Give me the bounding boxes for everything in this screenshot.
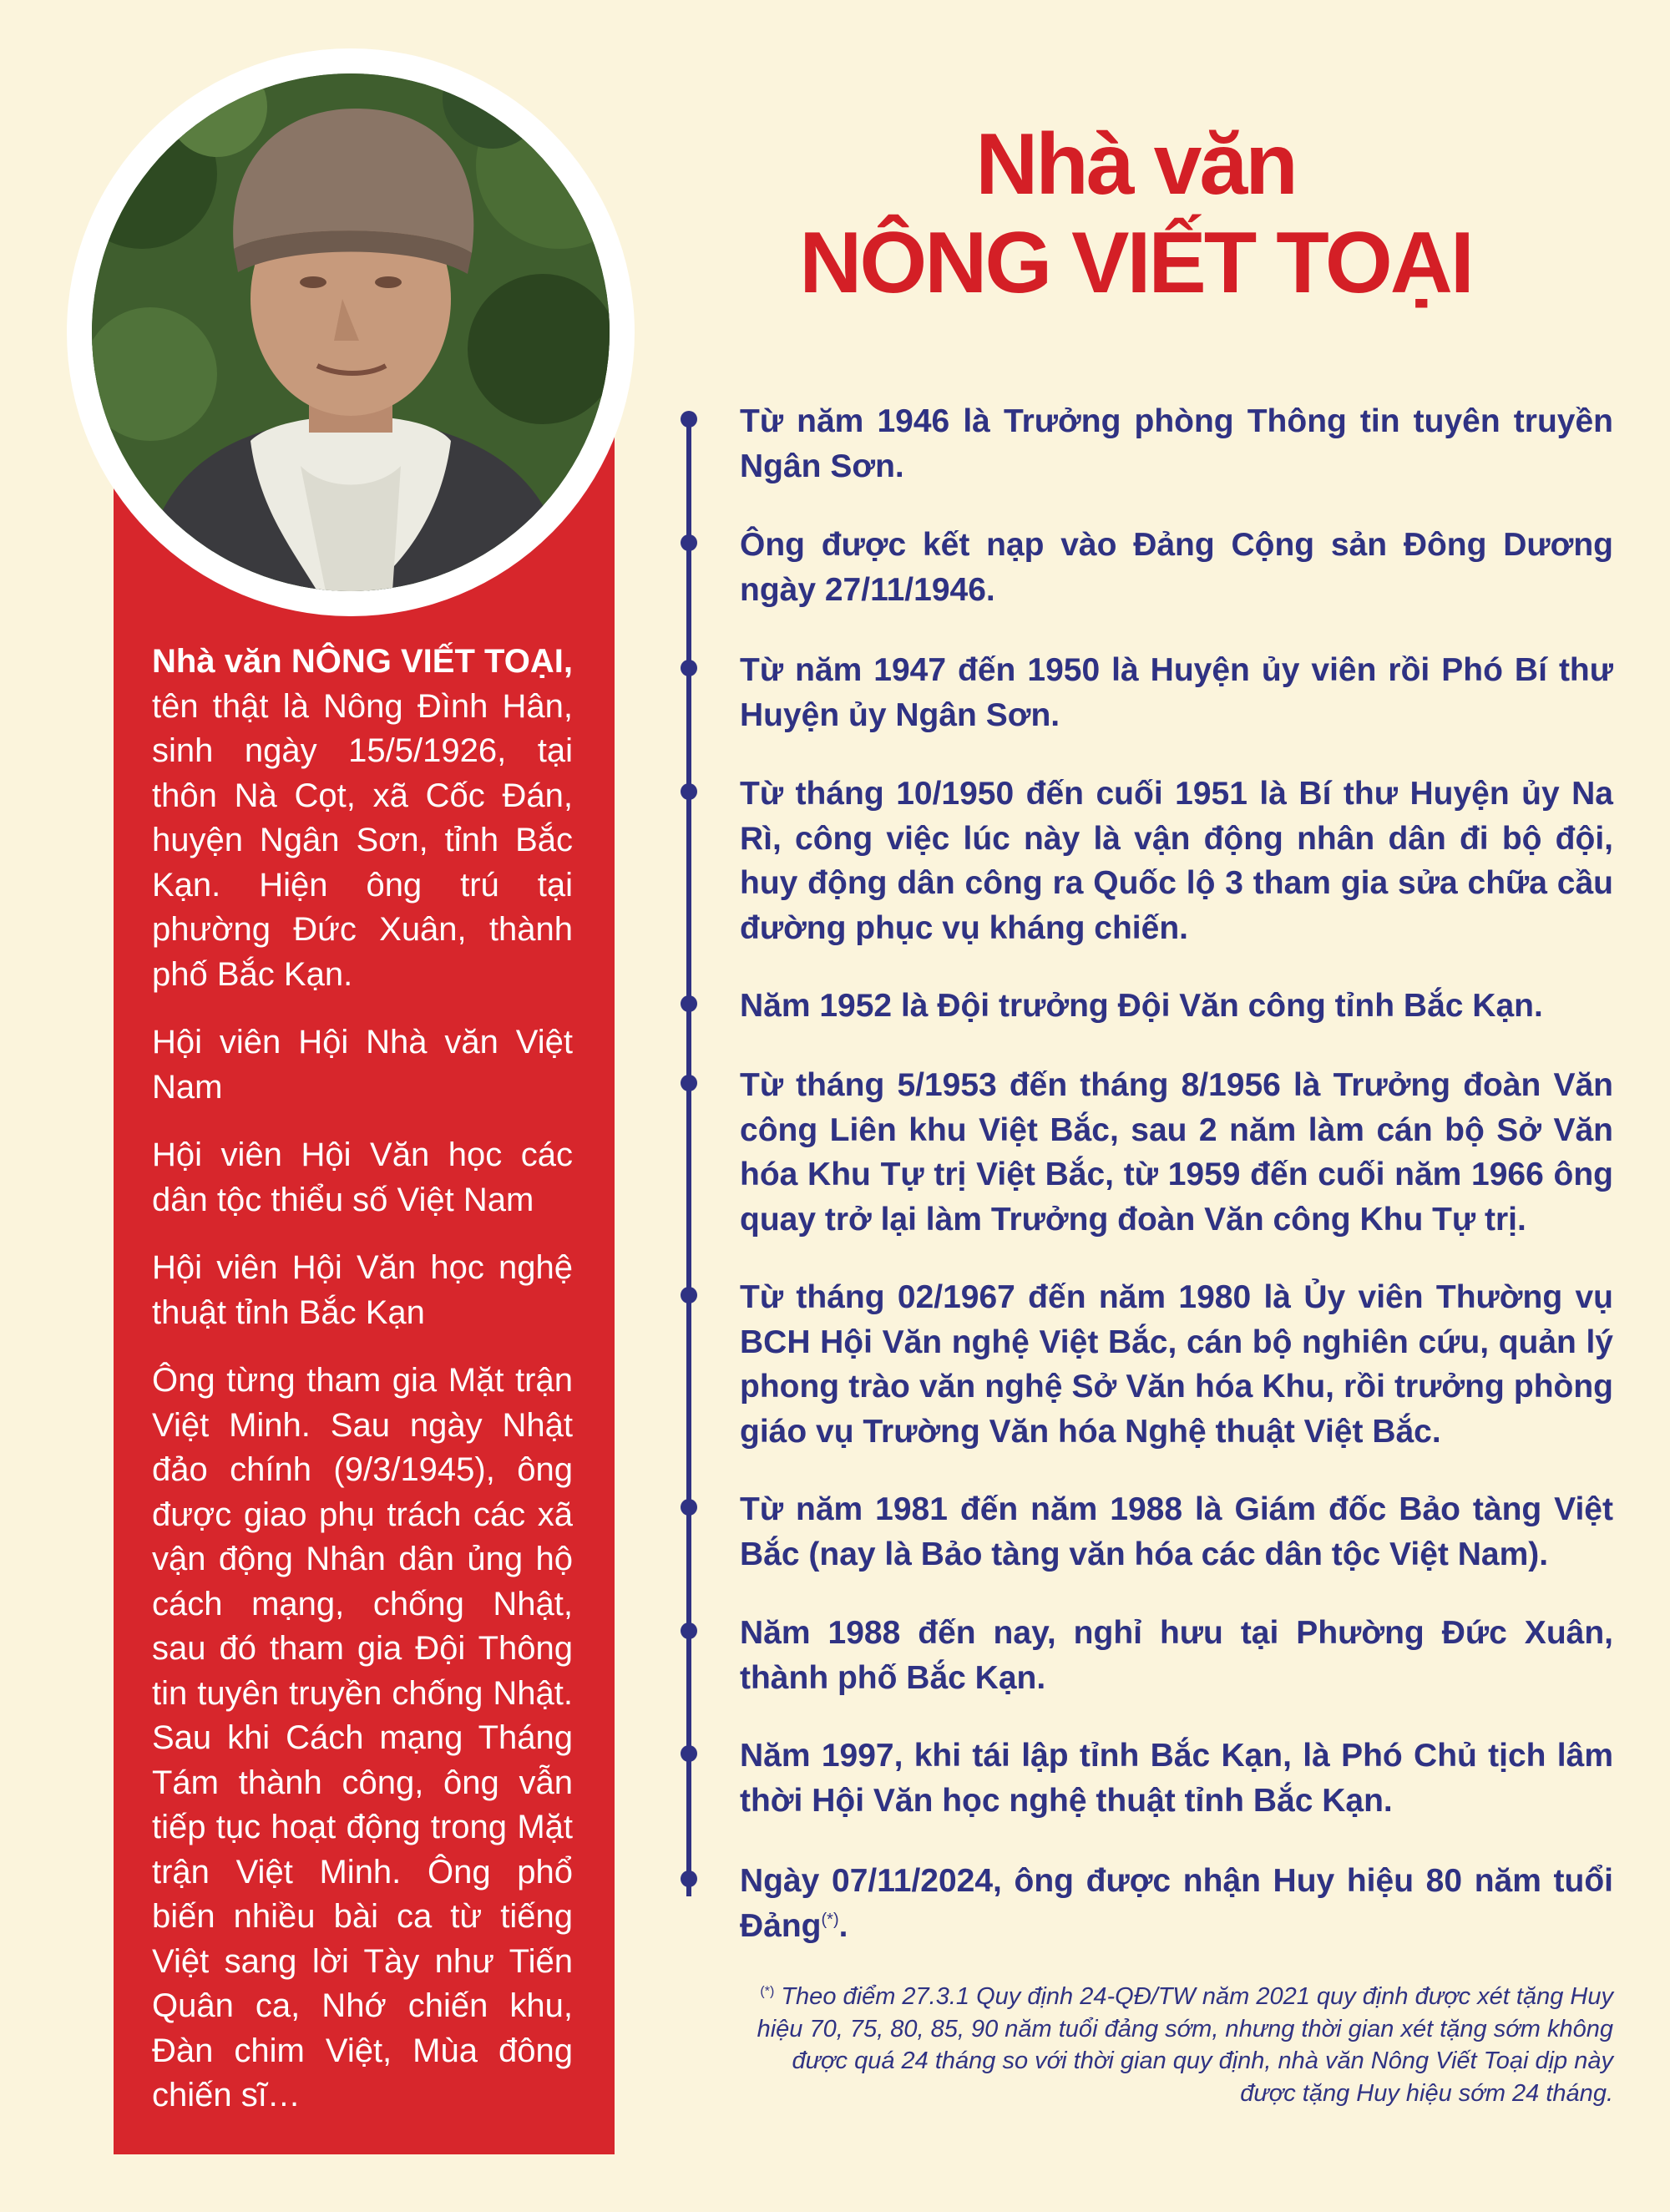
timeline-dot [681, 1745, 697, 1762]
timeline-item-text: Ngày 07/11/2024, ông được nhận Huy hiệu 80 năm tuổi Đảng [740, 1863, 1613, 1944]
timeline-item: Từ năm 1981 đến năm 1988 là Giám đốc Bảo tàng Việt Bắc (nay là Bảo tàng văn hóa các dân tộc Việt Nam). [740, 1491, 1613, 1572]
timeline-dot [681, 1287, 697, 1303]
bio-text [152, 640, 573, 2118]
timeline-dot [681, 783, 697, 800]
bio-intro [152, 640, 573, 997]
timeline-item: Ngày 07/11/2024, ông được nhận Huy hiệu 80 năm tuổi Đảng(*). [740, 1863, 1613, 1944]
title-line-1: Nhà văn [975, 116, 1296, 213]
timeline-item: Từ tháng 10/1950 đến cuối 1951 là Bí thư Huyện ủy Na Rì, công việc lúc này là vận động nhân dân đi bộ đội, huy động dân công ra Quốc lộ 3 tham gia sửa chữa cầu đường phục vụ kháng chiến. [740, 776, 1613, 946]
timeline-dot [681, 660, 697, 676]
timeline-item: Từ năm 1947 đến 1950 là Huyện ủy viên rồi Phó Bí thư Huyện ủy Ngân Sơn. [740, 652, 1613, 733]
timeline-dot [681, 534, 697, 551]
timeline-dot [681, 1075, 697, 1091]
timeline-item: Năm 1952 là Đội trưởng Đội Văn công tỉnh Bắc Kạn. [740, 988, 1543, 1024]
bio-intro-details: tên thật là Nông Đình Hân, sinh ngày 15/5/1926, tại thôn Nà Cọt, xã Cốc Đán, huyện Ngân Sơn, tỉnh Bắc Kạn. Hiện ông trú tại phường Đức Xuân, thành phố Bắc Kạn. [152, 687, 573, 993]
timeline-dot [681, 1499, 697, 1516]
footnote-marker: (*) [821, 1910, 839, 1929]
timeline-dot [681, 411, 697, 428]
page-title [635, 115, 1637, 312]
bio-member-writers: Hội viên Hội Nhà văn Việt Nam [152, 1024, 573, 1106]
bio-member-provincial: Hội viên Hội Văn học nghệ thuật tỉnh Bắc Kạn [152, 1249, 573, 1331]
timeline-item: Từ tháng 02/1967 đến năm 1980 là Ủy viên Thường vụ BCH Hội Văn nghệ Việt Bắc, cán bộ nghiên cứu, quản lý phong trào văn nghệ Sở Văn hóa Khu, rồi trưởng phòng giáo vụ Trường Văn hóa Nghệ thuật Việt Bắc. [740, 1279, 1613, 1450]
timeline-item: Từ tháng 5/1953 đến tháng 8/1956 là Trưởng đoàn Văn công Liên khu Việt Bắc, sau 2 năm làm cán bộ Sở Văn hóa Khu Tự trị Việt Bắc, từ 1959 đến cuối năm 1966 ông quay trở lại làm Trưởng đoàn Văn công Khu Tự trị. [740, 1067, 1613, 1238]
title-line-2: NÔNG VIẾT TOẠI [799, 215, 1472, 311]
portrait-photo [92, 73, 610, 591]
footnote-marker: (*) [760, 1984, 775, 1999]
timeline-item: Năm 1988 đến nay, nghỉ hưu tại Phường Đức Xuân, thành phố Bắc Kạn. [740, 1615, 1613, 1696]
timeline-dot [681, 1870, 697, 1887]
timeline-item: Năm 1997, khi tái lập tỉnh Bắc Kạn, là Phó Chủ tịch lâm thời Hội Văn học nghệ thuật tỉnh Bắc Kạn. [740, 1738, 1613, 1819]
timeline-dot [681, 1622, 697, 1639]
footnote [740, 1981, 1613, 2109]
timeline-axis [686, 416, 691, 1896]
timeline-item: Ông được kết nạp vào Đảng Cộng sản Đông Dương ngày 27/11/1946. [740, 527, 1613, 608]
timeline-item: Từ năm 1946 là Trưởng phòng Thông tin tuyên truyền Ngân Sơn. [740, 403, 1613, 484]
bio-history: Ông từng tham gia Mặt trận Việt Minh. Sau ngày Nhật đảo chính (9/3/1945), ông được giao phụ trách các xã vận động Nhân dân ủng hộ cách mạng, chống Nhật, sau đó tham gia Đội Thông tin tuyên truyền chống Nhật. Sau khi Cách mạng Tháng Tám thành công, ông vẫn tiếp tục hoạt động trong Mặt trận Việt Minh. Ông phổ biến nhiều bài ca từ tiếng Việt sang lời Tày như Tiến Quân ca, Nhớ chiến khu, Đàn chim Việt, Mùa đông chiến sĩ… [152, 1362, 573, 2113]
bio-member-ethnic: Hội viên Hội Văn học các dân tộc thiểu số Việt Nam [152, 1136, 573, 1218]
bio-intro-name: Nhà văn NÔNG VIẾT TOẠI, [152, 643, 573, 680]
timeline-dot [681, 995, 697, 1012]
footnote-text: Theo điểm 27.3.1 Quy định 24-QĐ/TW năm 2021 quy định được xét tặng Huy hiệu 70, 75, 80, 85, 90 năm tuổi đảng sớm, nhưng thời gian xét tặng sớm không được quá 24 tháng so với thời gian quy định, nhà văn Nông Viết Toại dịp này được tặng Huy hiệu sớm 24 tháng. [757, 1983, 1613, 2107]
